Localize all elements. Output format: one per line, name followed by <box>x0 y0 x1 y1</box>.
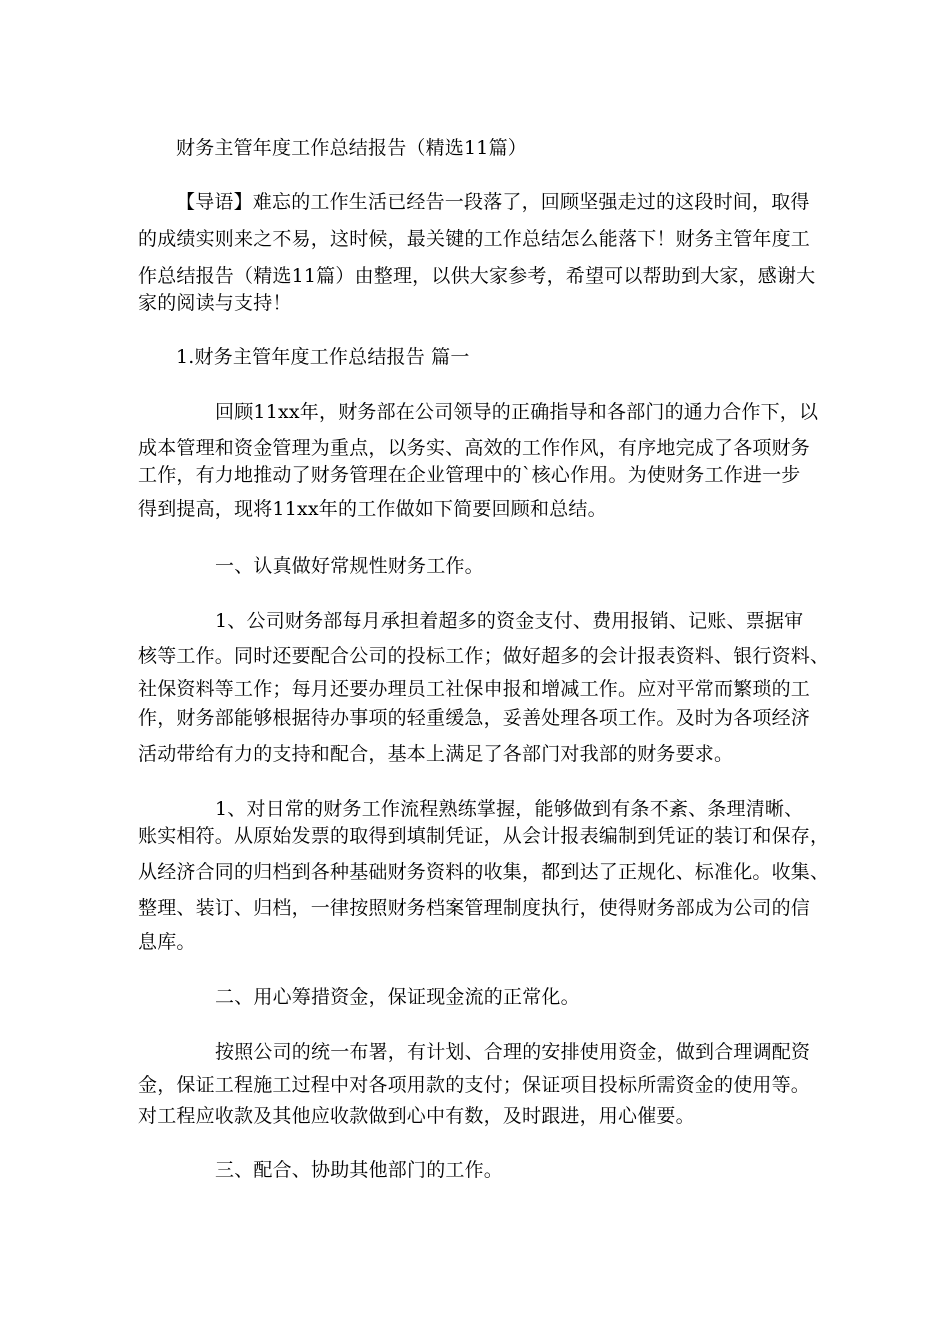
para1-line-3: 工作，有力地推动了财务管理在企业管理中的`核心作用。为使财务工作进一步 <box>138 464 801 486</box>
para2-line-3: 社保资料等工作；每月还要办理员工社保申报和增减工作。应对平常而繁琐的工 <box>138 678 811 700</box>
para1-line-2: 成本管理和资金管理为重点，以务实、高效的工作作风，有序地完成了各项财务 <box>138 437 811 459</box>
para3-line-2: 账实相符。从原始发票的取得到填制凭证，从会计报表编制到凭证的装订和保存， <box>138 825 830 847</box>
para2-line-5: 活动带给有力的支持和配合，基本上满足了各部门对我部的财务要求。 <box>138 743 734 765</box>
intro-line-1: 【导语】难忘的工作生活已经告一段落了，回顾坚强走过的这段时间，取得 <box>176 191 810 213</box>
intro-line-4: 家的阅读与支持！ <box>138 292 292 314</box>
para2-line-1: 1、公司财务部每月承担着超多的资金支付、费用报销、记账、票据审 <box>215 610 804 632</box>
para4-line-1: 按照公司的统一布署，有计划、合理的安排使用资金，做到合理调配资 <box>215 1041 811 1063</box>
para4-line-2: 金，保证工程施工过程中对各项用款的支付；保证项目投标所需资金的使用等。 <box>138 1074 811 1096</box>
heading-one: 一、认真做好常规性财务工作。 <box>215 555 484 577</box>
intro-line-3: 作总结报告（精选11篇）由整理，以供大家参考，希望可以帮助到大家，感谢大 <box>138 265 816 287</box>
para2-line-4: 作，财务部能够根据待办事项的轻重缓急，妥善处理各项工作。及时为各项经济 <box>138 707 811 729</box>
para3-line-5: 息库。 <box>138 931 196 953</box>
para1-line-1: 回顾11xx年，财务部在公司领导的正确指导和各部门的通力合作下，以 <box>215 401 819 423</box>
intro-line-2: 的成绩实则来之不易，这时候，最关键的工作总结怎么能落下！财务主管年度工 <box>138 228 811 250</box>
para3-line-1: 1、对日常的财务工作流程熟练掌握，能够做到有条不紊、条理清晰、 <box>215 798 804 820</box>
document-title: 财务主管年度工作总结报告（精选11篇） <box>176 137 527 159</box>
heading-three: 三、配合、协助其他部门的工作。 <box>215 1159 504 1181</box>
para4-line-3: 对工程应收款及其他应收款做到心中有数，及时跟进，用心催要。 <box>138 1105 695 1127</box>
section-heading: 1.财务主管年度工作总结报告 篇一 <box>176 346 470 368</box>
para1-line-4: 得到提高，现将11xx年的工作做如下简要回顾和总结。 <box>138 498 607 520</box>
para2-line-2: 核等工作。同时还要配合公司的投标工作；做好超多的会计报表资料、银行资料、 <box>138 645 830 667</box>
heading-two: 二、用心筹措资金，保证现金流的正常化。 <box>215 986 580 1008</box>
para3-line-4: 整理、装订、归档，一律按照财务档案管理制度执行，使得财务部成为公司的信 <box>138 897 811 919</box>
para3-line-3: 从经济合同的归档到各种基础财务资料的收集，都到达了正规化、标准化。收集、 <box>138 861 830 883</box>
